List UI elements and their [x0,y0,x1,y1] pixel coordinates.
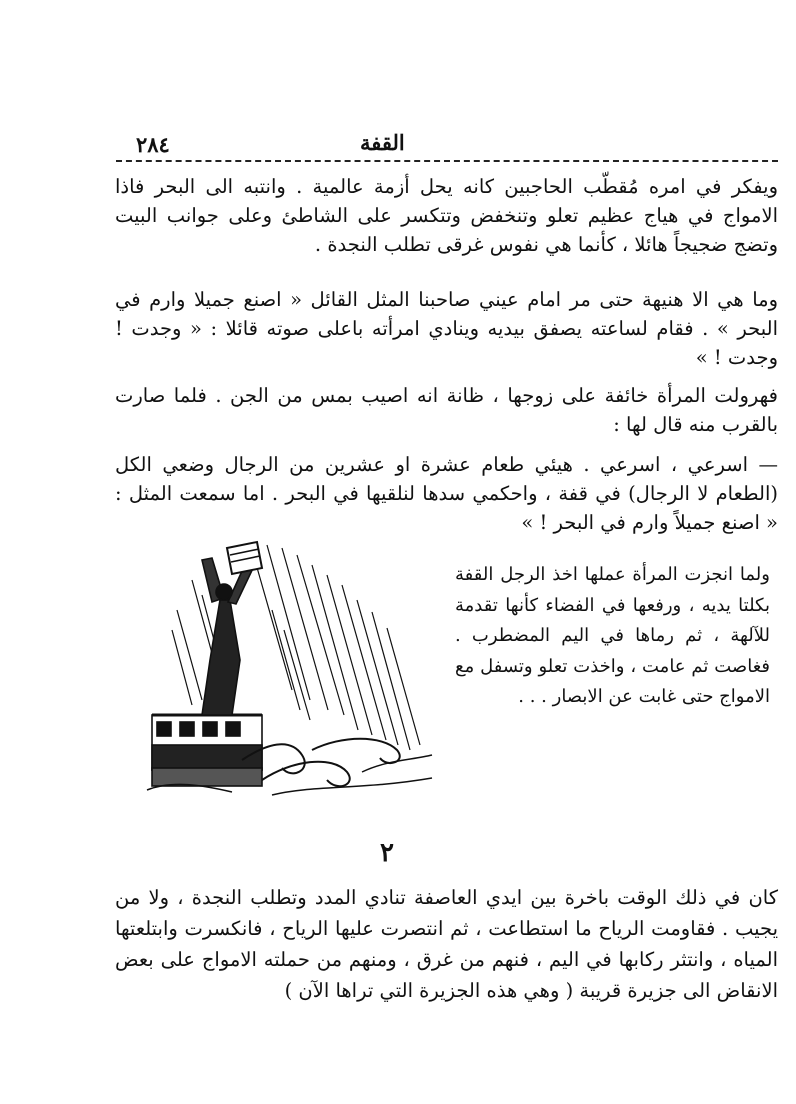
header-rule [116,160,778,162]
paragraph-4: — اسرعي ، اسرعي . هيئي طعام عشرة او عشرين من الرجال وضعي الكل (الطعام لا الرجال) في قفة ، واحكمي سدها لنلقيها في البحر . اما سمعت المثل : « اصنع جميلاً وارم في البحر ! » [115,453,778,534]
paragraph-3: فهرولت المرأة خائفة على زوجها ، ظانة انه اصيب بمس من الجن . فلما صارت بالقرب منه قال لها : [115,384,778,436]
paragraph-1: ويفكر في امره مُقطّب الحاجبين كانه يحل أزمة عالمية . وانتبه الى البحر فاذا الامواج في هياج عظيم تعلو وتنخفض وتتكسر على الشاطئ وعلى جوانب البيت وتضج ضجيجاً هائلا ، كأنما هي نفوس غرقى تطلب النجدة . [115,175,778,256]
paragraph-2: وما هي الا هنيهة حتى مر امام عيني صاحبنا المثل القائل « اصنع جميلا وارم في البحر » . فقام لساعته يصفق بيديه وينادي امرأته باعلى صوته قائلا : « وجدت ! وجدت ! » [115,288,778,369]
paragraph-5: ولما انجزت المرأة عملها اخذ الرجل القفة بكلتا يديه ، ورفعها في الفضاء كأنها تقدمة للآلهة ، ثم رماها في اليم المضطرب . فغاصت ثم عامت ، واخذت تعلو وتسفل مع الامواج حتى غابت عن الابصار . . . [455,564,770,707]
section-number: ٢ [380,838,394,868]
paragraph-6: كان في ذلك الوقت باخرة بين ايدي العاصفة تنادي المدد وتطلب النجدة ، ولا من يجيب . فقاومت الرياح ما استطاعت ، ثم انتصرت عليها الرياح ، فانكسرت وابتلعتها المياه ، وانتثر ركابها في اليم ، فنهم من غرق ، ومنهم من حملته الامواج على بعض الانقاض الى جزيرة قريبة ( وهي هذه الجزيرة التي تراها الآن ) [115,886,778,1002]
running-title: القفة [360,130,405,155]
man-throwing-basket-illustration [132,540,450,810]
page-number: ٢٨٤ [136,132,170,157]
